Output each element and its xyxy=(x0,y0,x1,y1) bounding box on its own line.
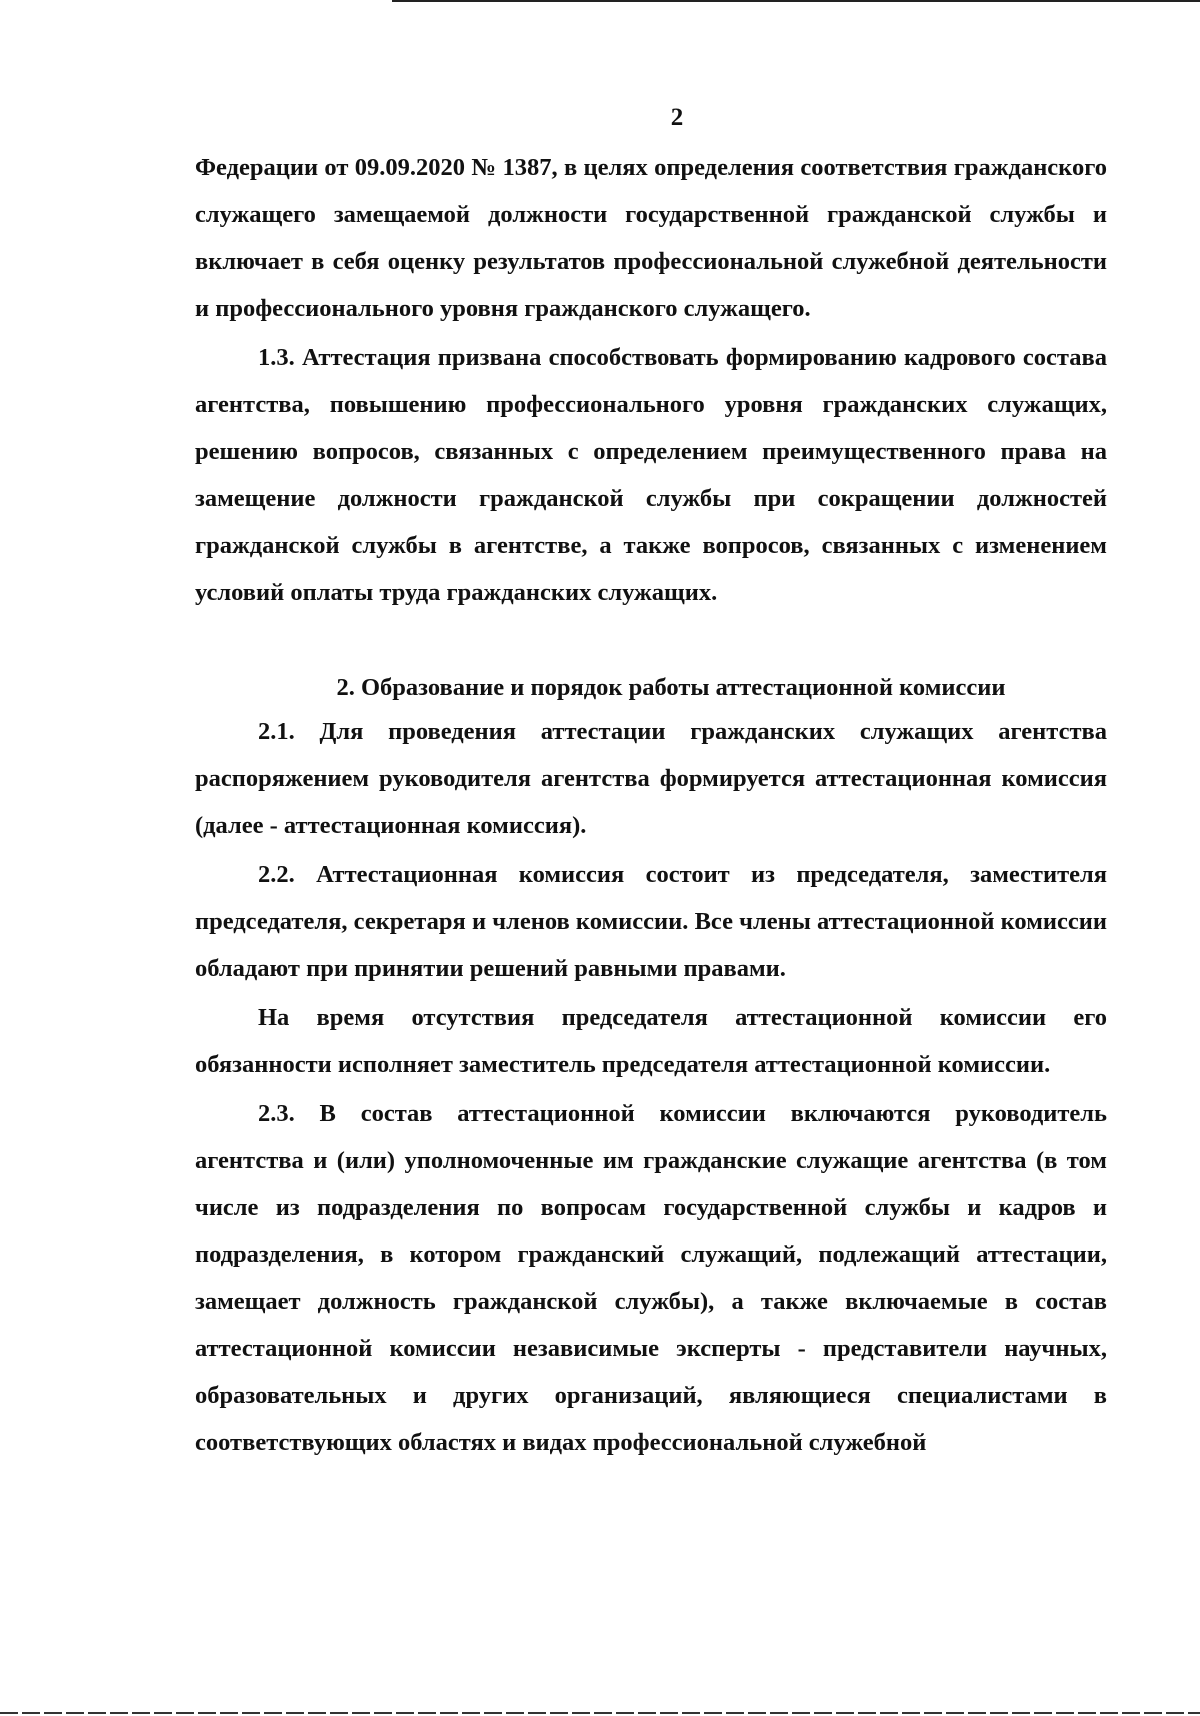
page-number: 2 xyxy=(670,104,684,131)
scan-edge-top xyxy=(392,0,1200,2)
paragraph-continuation: Федерации от 09.09.2020 № 1387, в целях определения соответствия гражданского служащего замещаемой должности государственной гражданской службы и включает в себя оценку результатов профессиональной служебной деятельности и профессионального уровня гражданского служащего. xyxy=(195,154,1107,322)
section-title: 2. Образование и порядок работы аттестационной комиссии xyxy=(336,674,1006,701)
scan-edge-bottom xyxy=(0,1712,1200,1714)
paragraph-2-2-note: На время отсутствия председателя аттестационной комиссии его обязанности исполняет заместитель председателя аттестационной комиссии. xyxy=(195,1004,1107,1078)
document-page xyxy=(195,104,1107,1466)
paragraph-2-2: 2.2. Аттестационная комиссия состоит из председателя, заместителя председателя, секретаря и членов комиссии. Все члены аттестационной комиссии обладают при принятии решений равными правами. xyxy=(195,861,1107,982)
paragraph-1-3: 1.3. Аттестация призвана способствовать формированию кадрового состава агентства, повышению профессионального уровня гражданских служащих, решению вопросов, связанных с определением преимущественного права на замещение должности гражданской службы при сокращении должностей гражданской службы в агентстве, а также вопросов, связанных с изменением условий оплаты труда гражданских служащих. xyxy=(195,344,1107,606)
paragraph-2-1: 2.1. Для проведения аттестации гражданских служащих агентства распоряжением руководителя агентства формируется аттестационная комиссия (далее - аттестационная комиссия). xyxy=(195,718,1107,839)
paragraph-2-3: 2.3. В состав аттестационной комиссии включаются руководитель агентства и (или) уполномоченные им гражданские служащие агентства (в том числе из подразделения по вопросам государственной службы и кадров и подразделения, в котором гражданский служащий, подлежащий аттестации, замещает должность гражданской службы), а также включаемые в состав аттестационной комиссии независимые эксперты - представители научных, образовательных и других организаций, являющиеся специалистами в соответствующих областях и видах профессиональной служебной xyxy=(195,1100,1107,1456)
